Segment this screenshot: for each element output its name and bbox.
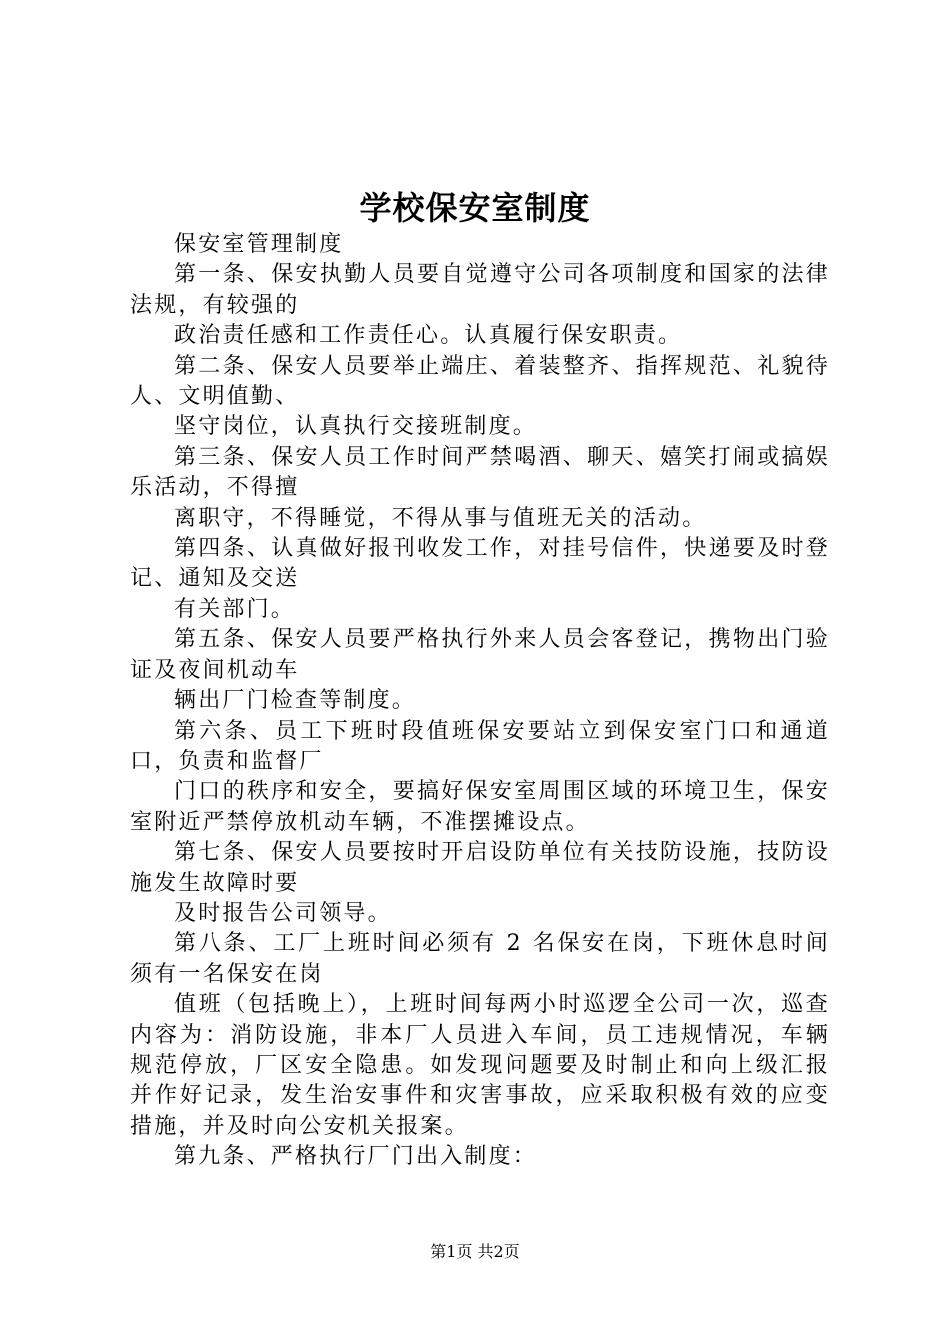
- paragraph-article-3b: 离职守，不得睡觉，不得从事与值班无关的活动。: [174, 505, 707, 531]
- paragraph-heading: 保安室管理制度: [174, 232, 344, 257]
- document-body: [130, 230, 830, 1173]
- paragraph-article-1b: 政治责任感和工作责任心。认真履行保安职责。: [174, 323, 683, 349]
- paragraph-article-9: 第九条、严格执行厂门出入制度：: [174, 1144, 538, 1170]
- paragraph-article-2b: 坚守岗位，认真执行交接班制度。: [174, 414, 538, 440]
- paragraph-article-7b: 及时报告公司领导。: [174, 900, 392, 926]
- document-title: 学校保安室制度: [359, 189, 591, 227]
- paragraph-article-4a: 第四条、认真做好报刊收发工作，对挂号信件，快递要及时登记、通知及交送: [130, 536, 830, 592]
- paragraph-article-6a: 第六条、员工下班时段值班保安要站立到保安室门口和通道口，负责和监督厂: [130, 718, 830, 774]
- paragraph-article-2a: 第二条、保安人员要举止端庄、着装整齐、指挥规范、礼貌待人、文明值勤、: [130, 353, 830, 410]
- paragraph-article-6b: 门口的秩序和安全，要搞好保安室周围区域的环境卫生，保安室附近严禁停放机动车辆，不准摆摊设点。: [130, 779, 830, 835]
- paragraph-article-5a: 第五条、保安人员要严格执行外来人员会客登记，携物出门验证及夜间机动车: [130, 627, 830, 683]
- paragraph-article-8b: 值班（包括晚上），上班时间每两小时巡逻全公司一次，巡查内容为：消防设施，非本厂人员进入车间，员工违规情况，车辆规范停放，厂区安全隐患。如发现问题要及时制止和向上级汇报并作好记录，发生治安事件和灾害事故，应采取积极有效的应变措施，并及时向公安机关报案。: [130, 992, 830, 1139]
- page-footer: 第1页 共2页: [430, 1242, 520, 1261]
- paragraph-article-4b: 有关部门。: [174, 596, 296, 622]
- paragraph-article-7a: 第七条、保安人员要按时开启设防单位有关技防设施，技防设施发生故障时要: [130, 840, 830, 896]
- paragraph-article-8a: 第八条、工厂上班时间必须有 2 名保安在岗，下班休息时间须有一名保安在岗: [130, 931, 830, 987]
- paragraph-article-1a: 第一条、保安执勤人员要自觉遵守公司各项制度和国家的法律法规，有较强的: [130, 262, 830, 318]
- paragraph-article-3a: 第三条、保安人员工作时间严禁喝酒、聊天、嬉笑打闹或搞娱乐活动，不得擅: [130, 444, 830, 501]
- paragraph-article-5b: 辆出厂门检查等制度。: [174, 688, 417, 714]
